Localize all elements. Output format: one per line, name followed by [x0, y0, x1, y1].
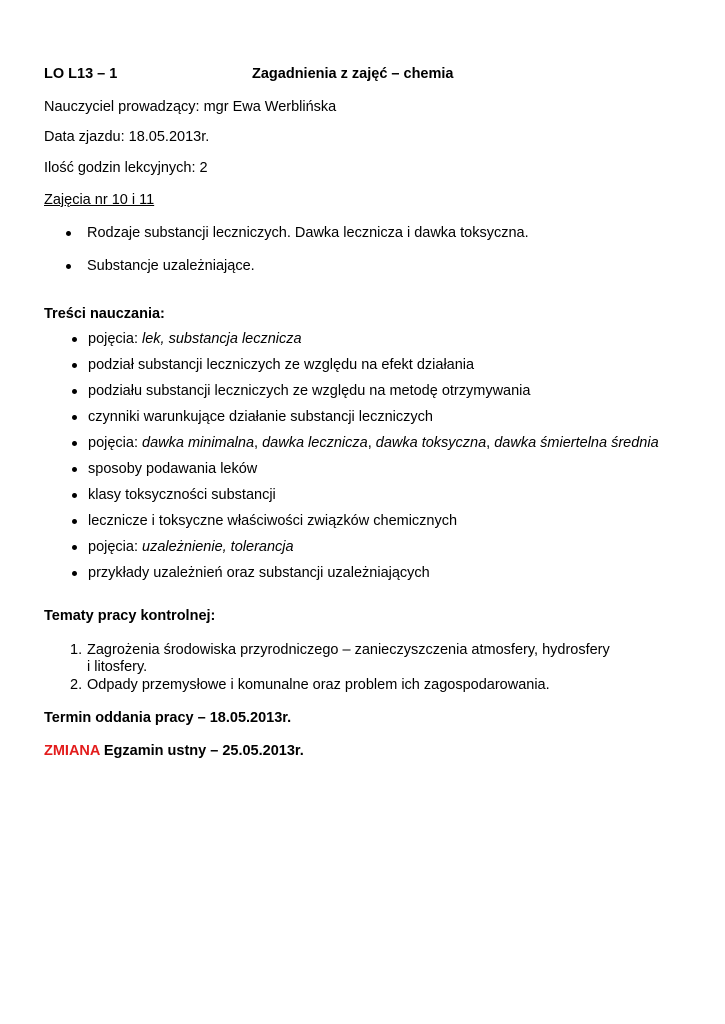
bullet-icon [72, 363, 77, 368]
topics-heading: Tematy pracy kontrolnej: [44, 608, 216, 624]
content-item: pojęcia: uzależnienie, tolerancja [88, 539, 294, 555]
exam-change-line [44, 743, 304, 760]
content-heading: Treści nauczania: [44, 306, 165, 322]
document-title: Zagadnienia z zajęć – chemia [252, 66, 454, 82]
bullet-icon [72, 337, 77, 342]
bullet-icon [72, 441, 77, 446]
bullet-icon [66, 231, 71, 236]
bullet-icon [72, 519, 77, 524]
content-item: klasy toksyczności substancji [88, 487, 276, 503]
change-label: ZMIANA [44, 743, 100, 759]
classes-item: Rodzaje substancji leczniczych. Dawka lecznicza i dawka toksyczna. [87, 225, 529, 241]
content-item: pojęcia: dawka minimalna, dawka lecznicza, dawka toksyczna, dawka śmiertelna średnia [88, 435, 659, 451]
content-item: pojęcia: lek, substancja lecznicza [88, 331, 302, 347]
content-item: czynniki warunkujące działanie substancji leczniczych [88, 409, 433, 425]
date-line: Data zjazdu: 18.05.2013r. [44, 129, 210, 145]
topic-item-continuation: i litosfery. [87, 659, 148, 675]
classes-heading: Zajęcia nr 10 i 11 [44, 192, 155, 208]
bullet-icon [72, 415, 77, 420]
hours-line: Ilość godzin lekcyjnych: 2 [44, 160, 208, 176]
topic-number: 2. [70, 677, 83, 693]
exam-date: Egzamin ustny – 25.05.2013r. [99, 743, 304, 759]
content-item: podział substancji leczniczych ze względu na efekt działania [88, 357, 475, 373]
bullet-icon [72, 389, 77, 394]
topic-item: Odpady przemysłowe i komunalne oraz problem ich zagospodarowania. [87, 677, 550, 693]
deadline-line: Termin oddania pracy – 18.05.2013r. [44, 710, 292, 726]
course-code: LO L13 – 1 [44, 66, 118, 82]
bullet-icon [72, 571, 77, 576]
content-item: lecznicze i toksyczne właściwości związków chemicznych [88, 513, 458, 529]
bullet-icon [72, 493, 77, 498]
teacher-line: Nauczyciel prowadzący: mgr Ewa Werblińska [44, 99, 337, 115]
content-item: sposoby podawania leków [88, 461, 258, 477]
bullet-icon [66, 264, 71, 269]
topic-number: 1. [70, 642, 83, 658]
content-item: przykłady uzależnień oraz substancji uzależniających [88, 565, 430, 581]
bullet-icon [72, 545, 77, 550]
classes-item: Substancje uzależniające. [87, 258, 255, 274]
bullet-icon [72, 467, 77, 472]
content-item: podziału substancji leczniczych ze względu na metodę otrzymywania [88, 383, 531, 399]
topic-item: Zagrożenia środowiska przyrodniczego – zanieczyszczenia atmosfery, hydrosfery [87, 642, 610, 658]
